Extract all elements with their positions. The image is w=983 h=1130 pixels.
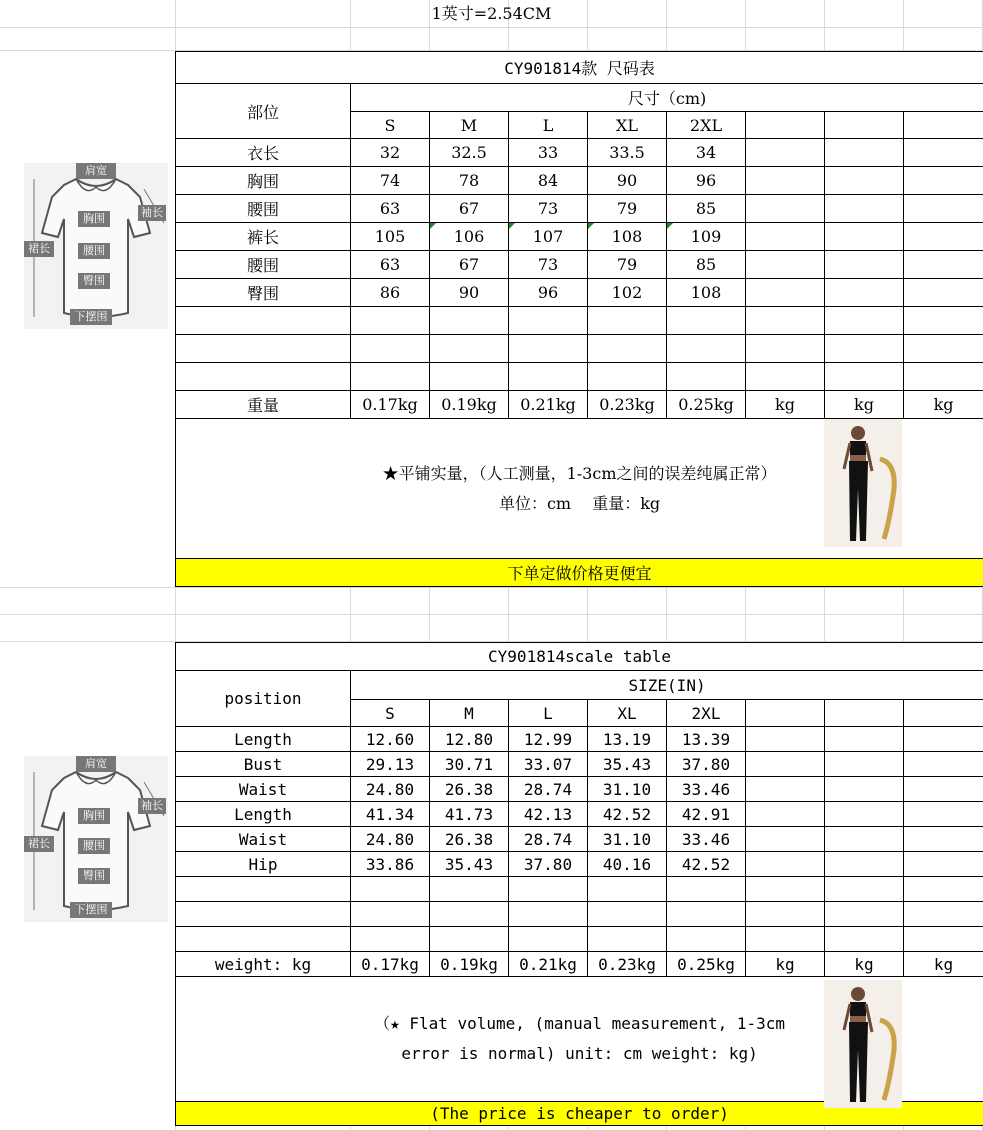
row-label: 胸围 bbox=[176, 167, 351, 195]
cell: 12.60 bbox=[351, 727, 430, 752]
size-col-m: M bbox=[430, 700, 509, 727]
empty-cell bbox=[825, 112, 904, 139]
row-label: 裤长 bbox=[176, 223, 351, 251]
hem-label: 下摆围 bbox=[70, 309, 112, 325]
size-col-2xl: 2XL bbox=[667, 112, 746, 139]
cell: 33 bbox=[509, 139, 588, 167]
chart-title: CY901814款 尺码表 bbox=[176, 52, 983, 84]
cell: 109 bbox=[667, 223, 746, 251]
empty-cell bbox=[904, 727, 983, 752]
waist-label: 腰围 bbox=[78, 243, 110, 259]
table-row bbox=[176, 777, 983, 802]
cell: 63 bbox=[351, 251, 430, 279]
weight-cell: kg bbox=[825, 391, 904, 419]
empty-row bbox=[176, 877, 983, 902]
cell: 12.99 bbox=[509, 727, 588, 752]
empty-cell bbox=[904, 112, 983, 139]
weight-cell: kg bbox=[746, 391, 825, 419]
empty-cell bbox=[746, 251, 825, 279]
table-row bbox=[176, 139, 983, 167]
cell: 107 bbox=[509, 223, 588, 251]
cell: 32.5 bbox=[430, 139, 509, 167]
cell: 32 bbox=[351, 139, 430, 167]
empty-cell bbox=[904, 139, 983, 167]
cell: 63 bbox=[351, 195, 430, 223]
empty-cell bbox=[825, 827, 904, 852]
empty-cell bbox=[825, 223, 904, 251]
empty-cell bbox=[746, 802, 825, 827]
empty-cell bbox=[904, 279, 983, 307]
hip-label: 臀围 bbox=[78, 868, 110, 884]
cell: 102 bbox=[588, 279, 667, 307]
empty-row bbox=[176, 927, 983, 952]
cell: 41.73 bbox=[430, 802, 509, 827]
weight-cell: 0.21kg bbox=[509, 952, 588, 977]
cell: 28.74 bbox=[509, 777, 588, 802]
product-photo bbox=[824, 419, 902, 547]
part-header: position bbox=[176, 671, 351, 727]
cell: 73 bbox=[509, 195, 588, 223]
dress-measure-diagram bbox=[24, 163, 168, 329]
empty-cell bbox=[825, 195, 904, 223]
cell: 90 bbox=[430, 279, 509, 307]
empty-cell bbox=[904, 167, 983, 195]
weight-cell: 0.25kg bbox=[667, 952, 746, 977]
size-col-l: L bbox=[509, 700, 588, 727]
empty-row bbox=[176, 902, 983, 927]
cell: 30.71 bbox=[430, 752, 509, 777]
cell: 37.80 bbox=[509, 852, 588, 877]
note-line-1: （★ Flat volume, (manual measurement, 1-3cm bbox=[374, 1014, 786, 1033]
cell: 35.43 bbox=[430, 852, 509, 877]
weight-cell: kg bbox=[825, 952, 904, 977]
weight-cell: 0.23kg bbox=[588, 952, 667, 977]
row-label: Length bbox=[176, 802, 351, 827]
empty-cell bbox=[746, 727, 825, 752]
weight-cell: 0.19kg bbox=[430, 952, 509, 977]
product-photo bbox=[824, 980, 902, 1108]
sleeve-label: 袖长 bbox=[138, 205, 166, 221]
inch-conversion-note: 1英寸=2.54CM bbox=[431, 4, 552, 23]
table-row bbox=[176, 195, 983, 223]
cell: 96 bbox=[667, 167, 746, 195]
cell: 33.07 bbox=[509, 752, 588, 777]
cell: 34 bbox=[667, 139, 746, 167]
size-col-m: M bbox=[430, 112, 509, 139]
cell: 13.39 bbox=[667, 727, 746, 752]
table-row bbox=[176, 752, 983, 777]
size-col-2xl: 2XL bbox=[667, 700, 746, 727]
weight-cell: 0.21kg bbox=[509, 391, 588, 419]
table-row bbox=[176, 167, 983, 195]
empty-cell bbox=[746, 167, 825, 195]
table-row bbox=[176, 251, 983, 279]
bust-label: 胸围 bbox=[78, 211, 110, 227]
empty-cell bbox=[746, 223, 825, 251]
cell: 12.80 bbox=[430, 727, 509, 752]
weight-cell: 0.19kg bbox=[430, 391, 509, 419]
order-banner: 下单定做价格更便宜 bbox=[176, 559, 983, 587]
cell: 33.86 bbox=[351, 852, 430, 877]
empty-cell bbox=[746, 279, 825, 307]
empty-cell bbox=[746, 777, 825, 802]
sleeve-label: 袖长 bbox=[138, 798, 166, 814]
shoulder-label: 肩宽 bbox=[76, 756, 116, 772]
table-row bbox=[176, 279, 983, 307]
empty-cell bbox=[746, 700, 825, 727]
empty-cell bbox=[825, 852, 904, 877]
row-label: Hip bbox=[176, 852, 351, 877]
skirt-length-label: 裙长 bbox=[24, 836, 54, 852]
cell: 42.52 bbox=[588, 802, 667, 827]
cell: 35.43 bbox=[588, 752, 667, 777]
cell: 86 bbox=[351, 279, 430, 307]
chart-title: CY901814scale table bbox=[176, 643, 983, 671]
cell: 42.91 bbox=[667, 802, 746, 827]
empty-cell bbox=[904, 802, 983, 827]
weight-cell: kg bbox=[904, 391, 983, 419]
cell: 24.80 bbox=[351, 827, 430, 852]
row-label: Waist bbox=[176, 827, 351, 852]
row-label: Bust bbox=[176, 752, 351, 777]
table-row bbox=[176, 827, 983, 852]
cell: 85 bbox=[667, 251, 746, 279]
sheet-gridline bbox=[0, 614, 983, 615]
cell: 31.10 bbox=[588, 827, 667, 852]
size-col-s: S bbox=[351, 700, 430, 727]
note-line-2: error is normal) unit: cm weight: kg) bbox=[401, 1044, 758, 1063]
empty-cell bbox=[825, 139, 904, 167]
cell: 84 bbox=[509, 167, 588, 195]
empty-cell bbox=[746, 827, 825, 852]
cell: 37.80 bbox=[667, 752, 746, 777]
cell: 105 bbox=[351, 223, 430, 251]
note-line-1: ★平铺实量，（人工测量，1-3cm之间的误差纯属正常） bbox=[382, 463, 777, 483]
order-banner: (The price is cheaper to order) bbox=[176, 1102, 983, 1126]
shoulder-label: 肩宽 bbox=[76, 163, 116, 179]
bust-label: 胸围 bbox=[78, 808, 110, 824]
cell: 41.34 bbox=[351, 802, 430, 827]
empty-row bbox=[176, 335, 983, 363]
cell: 26.38 bbox=[430, 777, 509, 802]
cell: 33.5 bbox=[588, 139, 667, 167]
weight-cell: 0.23kg bbox=[588, 391, 667, 419]
cell: 33.46 bbox=[667, 827, 746, 852]
cell: 31.10 bbox=[588, 777, 667, 802]
empty-cell bbox=[746, 112, 825, 139]
cell: 73 bbox=[509, 251, 588, 279]
empty-cell bbox=[825, 279, 904, 307]
size-col-l: L bbox=[509, 112, 588, 139]
waist-label: 腰围 bbox=[78, 838, 110, 854]
cell: 67 bbox=[430, 251, 509, 279]
empty-cell bbox=[746, 752, 825, 777]
cell: 108 bbox=[588, 223, 667, 251]
weight-cell: 0.25kg bbox=[667, 391, 746, 419]
row-label: 臀围 bbox=[176, 279, 351, 307]
cell: 90 bbox=[588, 167, 667, 195]
empty-cell bbox=[904, 195, 983, 223]
hip-label: 臀围 bbox=[78, 273, 110, 289]
table-row bbox=[176, 727, 983, 752]
empty-cell bbox=[904, 827, 983, 852]
cell: 78 bbox=[430, 167, 509, 195]
note-line-2: 单位：cm 重量：kg bbox=[498, 493, 661, 513]
weight-label: 重量 bbox=[176, 391, 351, 419]
empty-cell bbox=[904, 852, 983, 877]
empty-row bbox=[176, 363, 983, 391]
cell: 85 bbox=[667, 195, 746, 223]
empty-cell bbox=[904, 777, 983, 802]
empty-cell bbox=[825, 752, 904, 777]
cell: 79 bbox=[588, 195, 667, 223]
part-header: 部位 bbox=[176, 84, 351, 139]
weight-cell: kg bbox=[904, 952, 983, 977]
sheet-gridline bbox=[0, 587, 983, 588]
size-header: 尺寸（cm) bbox=[351, 84, 983, 112]
row-label: 腰围 bbox=[176, 251, 351, 279]
empty-row bbox=[176, 307, 983, 335]
row-label: 衣长 bbox=[176, 139, 351, 167]
weight-cell: 0.17kg bbox=[351, 952, 430, 977]
weight-row bbox=[176, 391, 983, 419]
cell: 29.13 bbox=[351, 752, 430, 777]
cell: 26.38 bbox=[430, 827, 509, 852]
cell: 79 bbox=[588, 251, 667, 279]
cell: 42.52 bbox=[667, 852, 746, 877]
empty-cell bbox=[825, 727, 904, 752]
empty-cell bbox=[746, 195, 825, 223]
weight-row bbox=[176, 952, 983, 977]
cell: 40.16 bbox=[588, 852, 667, 877]
weight-cell: kg bbox=[746, 952, 825, 977]
empty-cell bbox=[904, 223, 983, 251]
size-header: SIZE(IN) bbox=[351, 671, 983, 700]
cell: 74 bbox=[351, 167, 430, 195]
empty-cell bbox=[904, 700, 983, 727]
row-label: Length bbox=[176, 727, 351, 752]
cell: 67 bbox=[430, 195, 509, 223]
size-col-xl: XL bbox=[588, 700, 667, 727]
cell: 28.74 bbox=[509, 827, 588, 852]
empty-cell bbox=[904, 752, 983, 777]
empty-cell bbox=[825, 802, 904, 827]
cell: 108 bbox=[667, 279, 746, 307]
row-label: 腰围 bbox=[176, 195, 351, 223]
cell: 106 bbox=[430, 223, 509, 251]
empty-cell bbox=[825, 167, 904, 195]
hem-label: 下摆围 bbox=[70, 902, 112, 918]
cell: 13.19 bbox=[588, 727, 667, 752]
row-label: Waist bbox=[176, 777, 351, 802]
cell: 33.46 bbox=[667, 777, 746, 802]
weight-label: weight: kg bbox=[176, 952, 351, 977]
empty-cell bbox=[746, 852, 825, 877]
cell: 24.80 bbox=[351, 777, 430, 802]
weight-cell: 0.17kg bbox=[351, 391, 430, 419]
empty-cell bbox=[825, 777, 904, 802]
table-row bbox=[176, 852, 983, 877]
table-row bbox=[176, 223, 983, 251]
dress-measure-diagram bbox=[24, 756, 168, 922]
empty-cell bbox=[746, 139, 825, 167]
empty-cell bbox=[904, 251, 983, 279]
empty-cell bbox=[825, 700, 904, 727]
cell: 96 bbox=[509, 279, 588, 307]
skirt-length-label: 裙长 bbox=[24, 241, 54, 257]
table-row bbox=[176, 802, 983, 827]
size-col-s: S bbox=[351, 112, 430, 139]
empty-cell bbox=[825, 251, 904, 279]
size-col-xl: XL bbox=[588, 112, 667, 139]
cell: 42.13 bbox=[509, 802, 588, 827]
